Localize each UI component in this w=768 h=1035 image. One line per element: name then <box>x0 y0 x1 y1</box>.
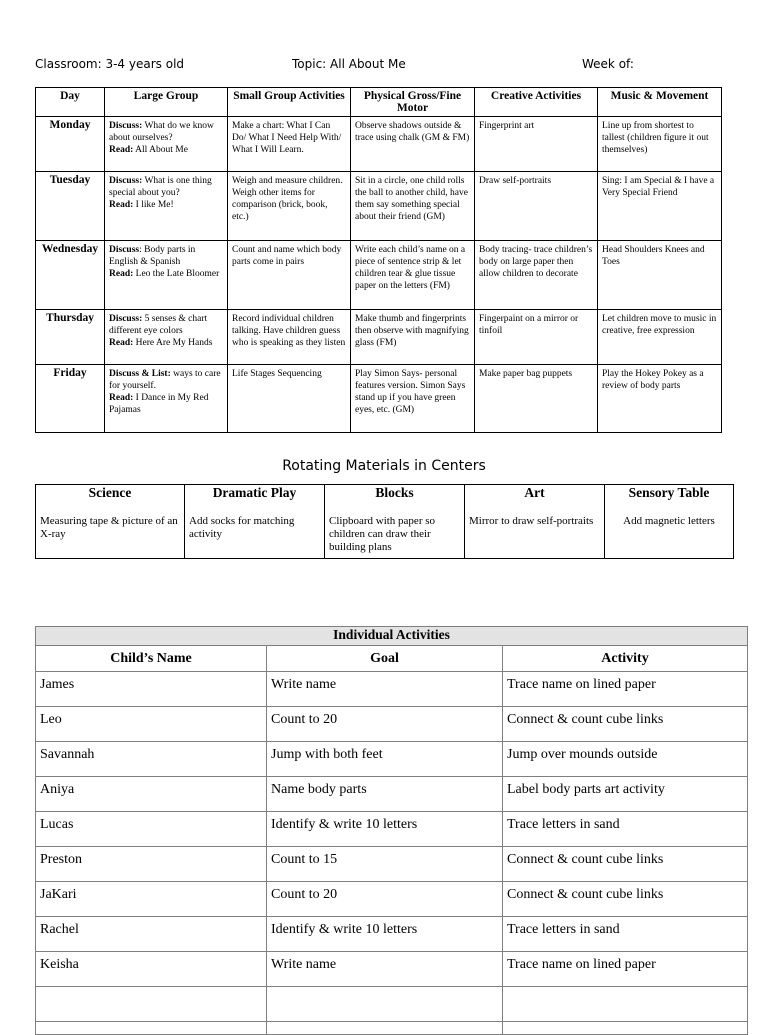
creative-cell: Make paper bag puppets <box>475 365 598 433</box>
individual-header-activity: Activity <box>503 646 748 672</box>
small-group-cell: Count and name which body parts come in pairs <box>228 241 351 310</box>
child-name-cell: JaKari <box>36 882 267 917</box>
centers-values-row <box>36 507 734 559</box>
individual-row <box>36 917 748 952</box>
centers-header-dramatic-play: Dramatic Play <box>185 485 325 508</box>
goal-cell: Identify & write 10 letters <box>267 812 503 847</box>
individual-row <box>36 742 748 777</box>
weekly-header-row <box>36 88 722 117</box>
day-cell: Wednesday <box>36 241 105 310</box>
creative-cell: Draw self-portraits <box>475 172 598 241</box>
individual-header-row <box>36 646 748 672</box>
activity-cell: Trace letters in sand <box>503 812 748 847</box>
large-group-discuss-text: 5 senses & chart different eye colors <box>109 314 208 336</box>
activity-cell: Trace name on lined paper <box>503 952 748 987</box>
large-group-cell <box>105 310 228 365</box>
individual-title-row <box>36 627 748 646</box>
activity-cell: Label body parts art activity <box>503 777 748 812</box>
large-group-discuss-lead: Discuss <box>109 245 140 255</box>
centers-header-blocks: Blocks <box>325 485 465 508</box>
weekly-header-small-group: Small Group Activities <box>228 88 351 117</box>
goal-cell: Count to 20 <box>267 882 503 917</box>
large-group-read-text: All About Me <box>133 145 188 155</box>
physical-cell: Sit in a circle, one child rolls the ball to another child, have them say something special about their friend (GM) <box>351 172 475 241</box>
individual-empty-row <box>36 987 748 1022</box>
large-group-discuss-lead: Discuss: <box>109 121 143 131</box>
creative-cell: Fingerprint art <box>475 117 598 172</box>
small-group-cell: Weigh and measure children. Weigh other items for comparison (brick, book, etc.) <box>228 172 351 241</box>
weekly-header-music: Music & Movement <box>598 88 722 117</box>
classroom-label: Classroom: 3-4 years old <box>35 57 185 71</box>
centers-header-sensory-table: Sensory Table <box>605 485 734 508</box>
goal-cell: Write name <box>267 672 503 707</box>
small-group-cell: Life Stages Sequencing <box>228 365 351 433</box>
child-name-cell: Preston <box>36 847 267 882</box>
empty-cell <box>503 987 748 1022</box>
centers-table <box>35 484 734 559</box>
goal-cell: Identify & write 10 letters <box>267 917 503 952</box>
child-name-cell: Aniya <box>36 777 267 812</box>
goal-cell: Name body parts <box>267 777 503 812</box>
weekly-row-friday <box>36 365 722 433</box>
individual-row <box>36 812 748 847</box>
large-group-discuss-text: What is one thing special about you? <box>109 176 212 198</box>
centers-science-value: Measuring tape & picture of an X-ray <box>36 507 185 559</box>
creative-cell: Fingerpaint on a mirror or tinfoil <box>475 310 598 365</box>
individual-row <box>36 777 748 812</box>
centers-art-value: Mirror to draw self-portraits <box>465 507 605 559</box>
individual-header-name: Child’s Name <box>36 646 267 672</box>
large-group-cell <box>105 117 228 172</box>
large-group-cell <box>105 241 228 310</box>
goal-cell: Write name <box>267 952 503 987</box>
individual-activities-table <box>35 626 748 1035</box>
large-group-discuss-lead: Discuss: <box>109 314 143 324</box>
individual-row <box>36 672 748 707</box>
large-group-read-lead: Read: <box>109 338 134 348</box>
activity-cell: Connect & count cube links <box>503 882 748 917</box>
activity-cell: Trace name on lined paper <box>503 672 748 707</box>
physical-cell: Play Simon Says- personal features version. Simon Says stand up if you have green eyes, etc. (GM) <box>351 365 475 433</box>
empty-cell <box>36 987 267 1022</box>
music-cell: Head Shoulders Knees and Toes <box>598 241 722 310</box>
activity-cell: Trace letters in sand <box>503 917 748 952</box>
activity-cell: Jump over mounds outside <box>503 742 748 777</box>
music-cell: Play the Hokey Pokey as a review of body parts <box>598 365 722 433</box>
weekly-row-tuesday <box>36 172 722 241</box>
weekly-header-large-group: Large Group <box>105 88 228 117</box>
large-group-discuss-text: : Body parts in English & Spanish <box>109 245 196 267</box>
large-group-discuss-text: What do we know about ourselves? <box>109 121 214 143</box>
individual-row <box>36 847 748 882</box>
small-group-cell: Record individual children talking. Have children guess who is speaking as they listen <box>228 310 351 365</box>
physical-cell: Observe shadows outside & trace using chalk (GM & FM) <box>351 117 475 172</box>
weekly-header-day: Day <box>36 88 105 117</box>
music-cell: Line up from shortest to tallest (children figure it out themselves) <box>598 117 722 172</box>
weekly-header-creative: Creative Activities <box>475 88 598 117</box>
large-group-discuss-lead: Discuss: <box>109 176 143 186</box>
large-group-read-lead: Read: <box>109 269 134 279</box>
music-cell: Sing: I am Special & I have a Very Special Friend <box>598 172 722 241</box>
large-group-discuss-text: ways to care for yourself. <box>109 369 221 391</box>
physical-cell: Write each child’s name on a piece of sentence strip & let children tear & glue tissue paper on the letters (FM) <box>351 241 475 310</box>
centers-header-row <box>36 485 734 508</box>
weekly-row-wednesday <box>36 241 722 310</box>
large-group-read-text: Leo the Late Bloomer <box>133 269 220 279</box>
large-group-read-lead: Read: <box>109 393 134 403</box>
child-name-cell: Keisha <box>36 952 267 987</box>
empty-cell <box>503 1022 748 1035</box>
goal-cell: Count to 15 <box>267 847 503 882</box>
empty-cell <box>267 1022 503 1035</box>
day-cell: Friday <box>36 365 105 433</box>
activity-cell: Connect & count cube links <box>503 707 748 742</box>
large-group-read-lead: Read: <box>109 145 134 155</box>
individual-row <box>36 707 748 742</box>
day-cell: Thursday <box>36 310 105 365</box>
large-group-cell <box>105 172 228 241</box>
individual-header-goal: Goal <box>267 646 503 672</box>
individual-activities-title: Individual Activities <box>36 627 748 646</box>
individual-empty-row <box>36 1022 748 1035</box>
large-group-read-text: Here Are My Hands <box>133 338 213 348</box>
day-cell: Monday <box>36 117 105 172</box>
day-cell: Tuesday <box>36 172 105 241</box>
topic-label: Topic: All About Me <box>292 57 406 71</box>
large-group-read-lead: Read: <box>109 200 134 210</box>
child-name-cell: Lucas <box>36 812 267 847</box>
weekly-row-thursday <box>36 310 722 365</box>
child-name-cell: James <box>36 672 267 707</box>
weekly-plan-table <box>35 87 722 433</box>
week-of-label: Week of: <box>582 57 634 71</box>
centers-header-art: Art <box>465 485 605 508</box>
weekly-header-physical: Physical Gross/Fine Motor <box>351 88 475 117</box>
weekly-row-monday <box>36 117 722 172</box>
individual-row <box>36 882 748 917</box>
child-name-cell: Leo <box>36 707 267 742</box>
music-cell: Let children move to music in creative, free expression <box>598 310 722 365</box>
creative-cell: Body tracing- trace children’s body on large paper then allow children to decorate <box>475 241 598 310</box>
child-name-cell: Rachel <box>36 917 267 952</box>
centers-blocks-value: Clipboard with paper so children can draw their building plans <box>325 507 465 559</box>
small-group-cell: Make a chart: What I Can Do/ What I Need Help With/ What I Will Learn. <box>228 117 351 172</box>
goal-cell: Count to 20 <box>267 707 503 742</box>
empty-cell <box>267 987 503 1022</box>
individual-row <box>36 952 748 987</box>
centers-dramatic-play-value: Add socks for matching activity <box>185 507 325 559</box>
large-group-read-text: I like Me! <box>133 200 174 210</box>
large-group-discuss-lead: Discuss & List: <box>109 369 171 379</box>
large-group-cell <box>105 365 228 433</box>
centers-title: Rotating Materials in Centers <box>282 458 486 474</box>
empty-cell <box>36 1022 267 1035</box>
activity-cell: Connect & count cube links <box>503 847 748 882</box>
goal-cell: Jump with both feet <box>267 742 503 777</box>
physical-cell: Make thumb and fingerprints then observe with magnifying glass (FM) <box>351 310 475 365</box>
large-group-read-text: I Dance in My Red Pajamas <box>109 393 209 415</box>
child-name-cell: Savannah <box>36 742 267 777</box>
centers-sensory-table-value: Add magnetic letters <box>605 507 734 559</box>
centers-header-science: Science <box>36 485 185 508</box>
